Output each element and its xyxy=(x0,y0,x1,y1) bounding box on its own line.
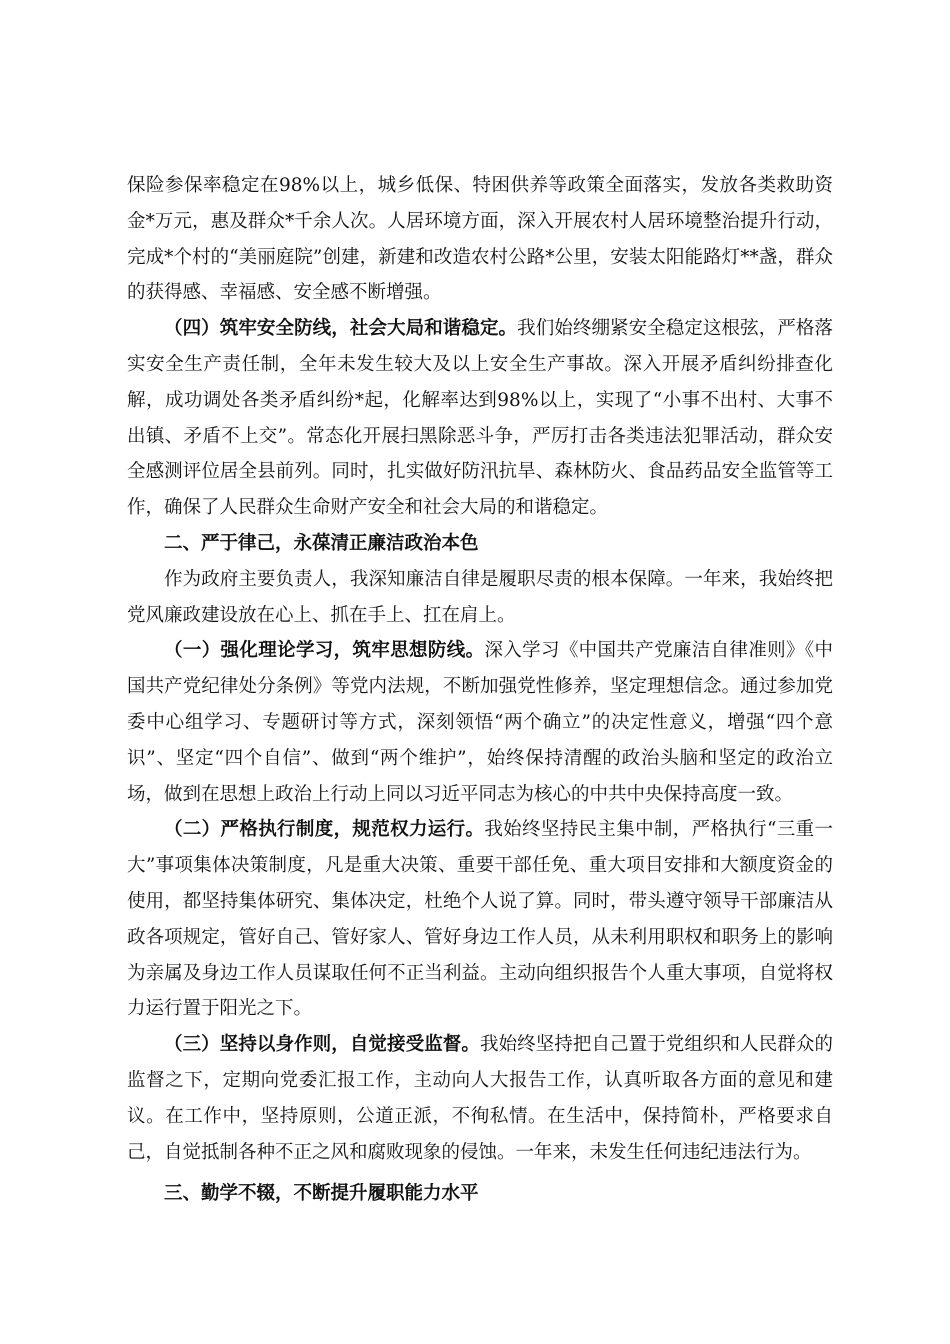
paragraph-text: 保险参保率稳定在98%以上，城乡低保、特困供养等政策全面落实，发放各类救助资金*万元，惠及群众*千余人次。人居环境方面，深入开展农村人居环境整治提升行动，完成*个村的“美丽庭院”创建，新建和改造农村公路*公里，安装太阳能路灯**盏，群众的获得感、幸福感、安全感不断增强。 xyxy=(127,175,833,304)
subheading-two: （二）严格执行制度，规范权力运行。 xyxy=(164,819,485,841)
section-heading-3: 三、勤学不辍，不断提升履职能力水平 xyxy=(164,1183,479,1205)
paragraph-text: 我始终坚持把自己置于党组织和人民群众的监督之下，定期向党委汇报工作，主动向人大报告工作，认真听取各方面的意见和建议。在工作中，坚持原则，公道正派，不徇私情。在生活中，保持简朴，严格要求自己，自觉抵制各种不正之风和腐败现象的侵蚀。一年来，未发生任何违纪违法行为。 xyxy=(127,1034,833,1163)
paragraph-theory-study xyxy=(127,633,833,812)
paragraph-system-enforcement xyxy=(127,812,833,1027)
paragraph-text: 我们始终绷紧安全稳定这根弦，严格落实安全生产责任制，全年未发生较大及以上安全生产事故。深入开展矛盾纠纷排查化解，成功调处各类矛盾纠纷*起，化解率达到98%以上，实现了“小事不出村、大事不出镇、矛盾不上交”。常态化开展扫黑除恶斗争，严厉打击各类违法犯罪活动，群众安全感测评位居全县前列。同时，扎实做好防汛抗旱、森林防火、食品药品安全监管等工作，确保了人民群众生命财产安全和社会大局的和谐稳定。 xyxy=(127,318,833,519)
section-heading-2: 二、严于律己，永葆清正廉洁政治本色 xyxy=(164,532,479,554)
paragraph-social-security xyxy=(127,168,833,311)
document-body xyxy=(127,168,833,1212)
section-2-intro: 作为政府主要负责人，我深知廉洁自律是履职尽责的根本保障。一年来，我始终把党风廉政建设放在心上、抓在手上、扛在肩上。 xyxy=(127,568,833,626)
subheading-one: （一）强化理论学习，筑牢思想防线。 xyxy=(164,640,485,662)
paragraph-supervision xyxy=(127,1027,833,1170)
paragraph-text: 深入学习《中国共产党廉洁自律准则》《中国共产党纪律处分条例》等党内法规，不断加强党性修养，坚定理想信念。通过参加党委中心组学习、专题研讨等方式，深刻领悟“两个确立”的决定性意义，增强“四个意识”、坚定“四个自信”、做到“两个维护”，始终保持清醒的政治头脑和坚定的政治立场，做到在思想上政治上行动上同以习近平同志为核心的中共中央保持高度一致。 xyxy=(127,640,833,805)
subheading-three: （三）坚持以身作则，自觉接受监督。 xyxy=(164,1034,480,1056)
paragraph-safety xyxy=(127,311,833,526)
paragraph-text: 我始终坚持民主集中制，严格执行“三重一大”事项集体决策制度，凡是重大决策、重要干部任免、重大项目安排和大额度资金的使用，都坚持集体研究、集体决定，杜绝个人说了算。同时，带头遵守领导干部廉洁从政各项规定，管好自己、管好家人、管好身边工作人员，从未利用职权和职务上的影响为亲属及身边工作人员谋取任何不正当利益。主动向组织报告个人重大事项，自觉将权力运行置于阳光之下。 xyxy=(127,819,833,1020)
subheading-four: （四）筑牢安全防线，社会大局和谐稳定。 xyxy=(164,318,518,340)
